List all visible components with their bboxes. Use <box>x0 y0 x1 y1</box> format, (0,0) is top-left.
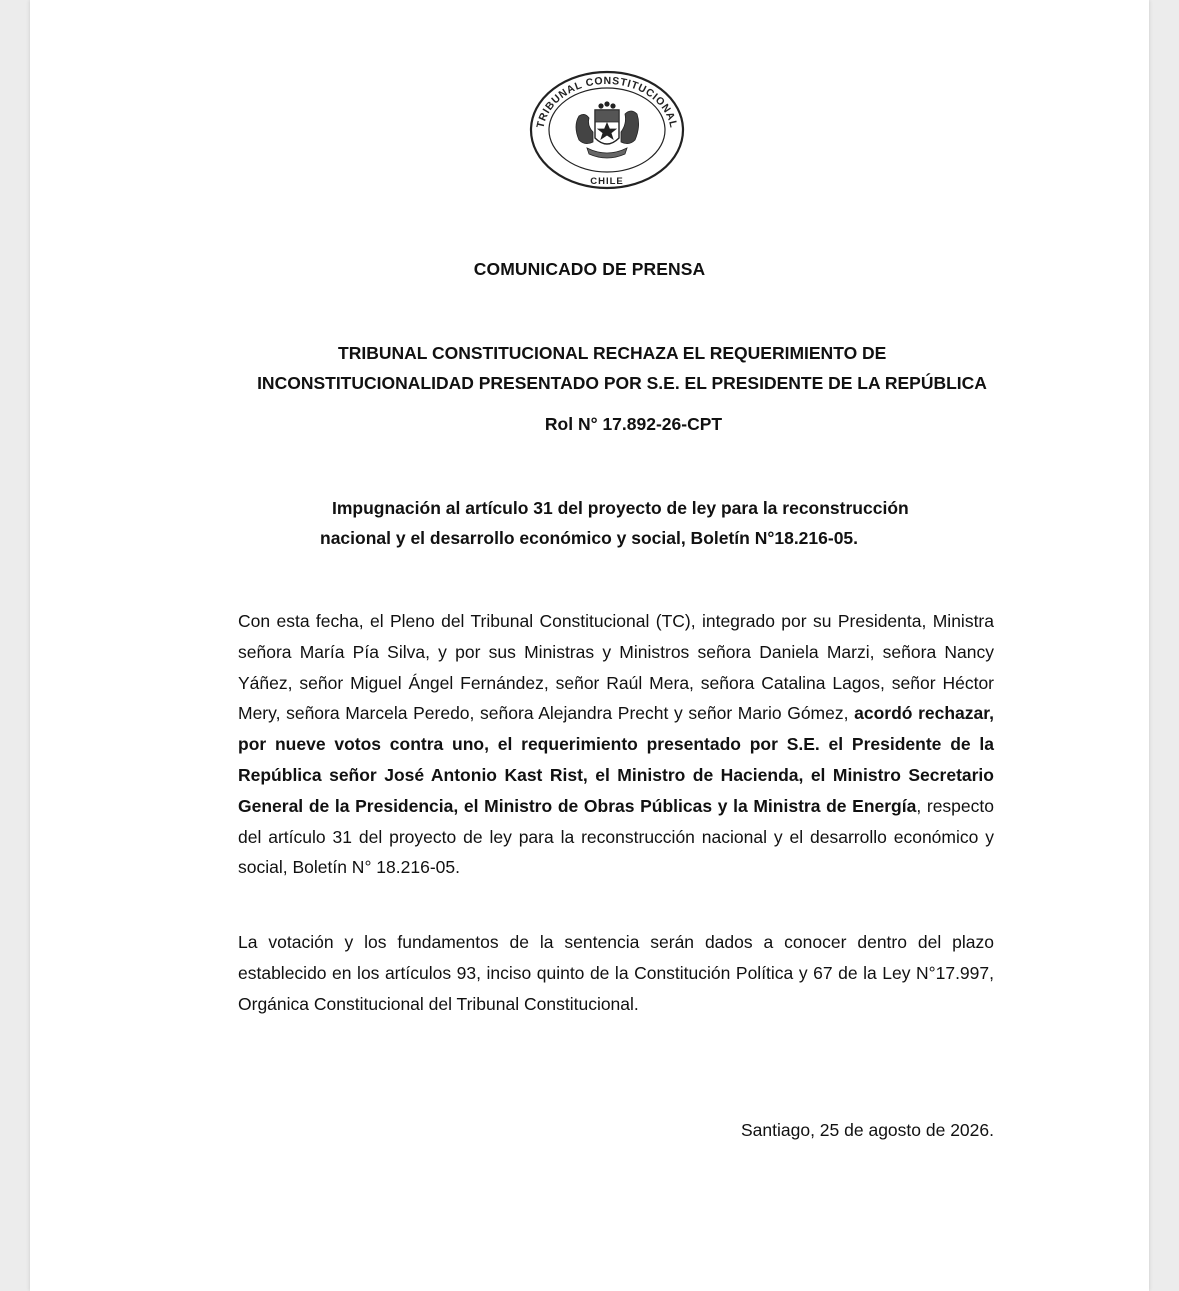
tribunal-seal-logo <box>527 68 687 192</box>
headline <box>242 338 1002 398</box>
headline-line-1: TRIBUNAL CONSTITUCIONAL RECHAZA EL REQUERIMIENTO DE <box>338 343 887 363</box>
document-page <box>30 0 1149 1291</box>
subheadline-line-2: nacional y el desarrollo económico y social, Boletín N°18.216-05. <box>320 528 859 548</box>
subheadline-line-1: Impugnación al artículo 31 del proyecto de ley para la reconstrucción <box>332 498 909 518</box>
paragraph-bold-decision: acordó rechazar, por nueve votos contra uno, el requerimiento presentado por S.E. el Presidente de la República señor José Antonio Kast Rist, el Ministro de Hacienda, el Ministro Secretario General de la Presidencia, el Ministro de Obras Públicas y la Ministra de Energía <box>238 703 994 816</box>
press-release-label: COMUNICADO DE PRENSA <box>473 259 706 279</box>
headline-line-2: INCONSTITUCIONALIDAD PRESENTADO POR S.E. EL PRESIDENTE DE LA REPÚBLICA <box>257 373 987 393</box>
subheadline <box>320 493 980 553</box>
paragraph-main <box>238 606 994 883</box>
seal-top-text: TRIBUNAL CONSTITUCIONAL <box>534 74 680 130</box>
seal-bottom-text: CHILE <box>590 176 624 187</box>
paragraph-rest: , respecto del artículo 31 del proyecto de ley para la reconstrucción nacional y el desarrollo económico y social, Boletín N° 18.216-05. <box>238 795 994 878</box>
paragraph-intro: Con esta fecha, el Pleno del Tribunal Constitucional (TC), integrado por su Presidenta, Ministra señora María Pía Silva, y por sus Ministras y Ministros señora Daniela Marzi, señora Nancy Yáñez, señor Miguel Ángel Fernández, señor Raúl Mera, señora Catalina Lagos, señor Héctor Mery, señora Marcela Peredo, señora Alejandra Precht y señor Mario Gómez, <box>238 611 994 724</box>
date-line: Santiago, 25 de agosto de 2026. <box>741 1120 994 1140</box>
rol-number: Rol N° 17.892-26-CPT <box>544 414 723 434</box>
paragraph-second: La votación y los fundamentos de la sentencia serán dados a conocer dentro del plazo establecido en los artículos 93, inciso quinto de la Constitución Política y 67 de la Ley N°17.997, Orgánica Constitucional del Tribunal Constitucional. <box>238 932 994 1014</box>
